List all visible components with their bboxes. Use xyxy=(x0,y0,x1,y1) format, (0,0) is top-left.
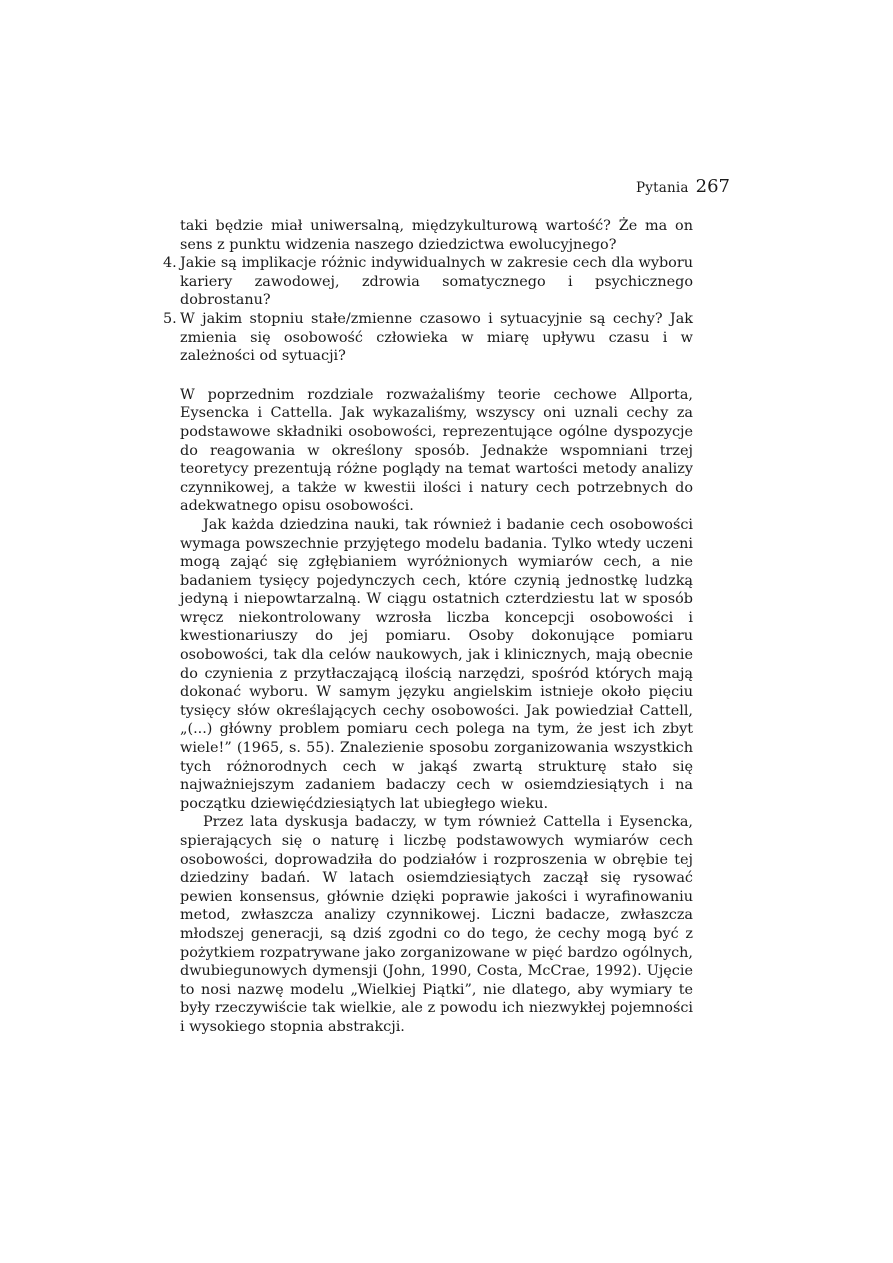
page-number: 267 xyxy=(695,176,730,197)
question-number: 5. xyxy=(163,310,177,327)
question-item-4 xyxy=(163,254,693,310)
running-head xyxy=(0,176,730,197)
question-text: Jakie są implikacje różnic indywidualnych w zakresie cech dla wyboru kariery zawodowej, zdrowia somatycznego i psychicznego dobrostanu? xyxy=(180,255,693,309)
question-item-5 xyxy=(163,310,693,366)
paragraph-1: W poprzednim rozdziale rozważaliśmy teorie cechowe Allporta, Eysencka i Cattella. Jak wykazaliśmy, wszyscy oni uznali cechy za podstawowe składniki osobowości, reprezentujące ogólne dyspozycje do reagowania w określony sposób. Jednakże wspomniani trzej teoretycy prezentują różne poglądy na temat wartości metody analizy czynnikowej, a także w kwestii ilości i natury cech potrzebnych do adekwatnego opisu osobowości. xyxy=(180,386,693,515)
main-text xyxy=(163,386,693,1037)
running-head-title: Pytania xyxy=(635,180,689,196)
question-number: 4. xyxy=(163,255,177,272)
question-continued-text: taki będzie miał uniwersalną, międzykulturową wartość? Że ma on sens z punktu widzenia naszego dziedzictwa ewolucyjnego? xyxy=(180,218,693,253)
page-body xyxy=(163,217,693,1037)
paragraph-2: Jak każda dziedzina nauki, tak również i badanie cech osobowości wymaga powszechnie przyjętego modelu badania. Tylko wtedy uczeni mogą zająć się zgłębianiem wyróżnionych wymiarów cech, a nie badaniem tysięcy pojedynczych cech, które czynią jednostkę ludzką jedyną i niepowtarzalną. W ciągu ostatnich czterdziestu lat w sposób wręcz niekontrolowany wzrosła liczba koncepcji osobowości i kwestionariuszy do jej pomiaru. Osoby dokonujące pomiaru osobowości, tak dla celów naukowych, jak i klinicznych, mają obecnie do czynienia z przytłaczającą ilością narzędzi, spośród których mają dokonać wyboru. W samym języku angielskim istnieje około pięciu tysięcy słów określających cechy osobowości. Jak powiedział Cattell, „(...) główny problem pomiaru cech polega na tym, że jest ich zbyt wiele!” (1965, s. 55). Znalezienie sposobu zorganizowania wszystkich tych różnorodnych cech w jakąś zwartą strukturę stało się najważniejszym zadaniem badaczy cech w osiemdziesiątych i na początku dziewięćdziesiątych lat ubiegłego wieku. xyxy=(180,516,693,812)
question-text: W jakim stopniu stałe/zmienne czasowo i sytuacyjnie są cechy? Jak zmienia się osobowość człowieka w miarę upływu czasu i w zależności od sytuacji? xyxy=(180,310,693,365)
paragraph-3: Przez lata dyskusja badaczy, w tym również Cattella i Eysencka, spierających się o naturę i liczbę podstawowych wymiarów cech osobowości, doprowadziła do podziałów i rozproszenia w obrębie tej dziedziny badań. W latach osiemdziesiątych zaczął się rysować pewien konsensus, głównie dzięki poprawie jakości i wyrafinowaniu metod, zwłaszcza analizy czynnikowej. Liczni badacze, zwłaszcza młodszej generacji, są dziś zgodni co do tego, że cechy mogą być z pożytkiem rozpatrywane jako zorganizowane w pięć bardzo ogólnych, dwubiegunowych dymensji (John, 1990, Costa, McCrae, 1992). Ujęcie to nosi nazwę modelu „Wielkiej Piątki”, nie dlatego, aby wymiary te były rzeczywiście tak wielkie, ale z powodu ich niezwykłej pojemności i wysokiego stopnia abstrakcji. xyxy=(180,814,693,1035)
